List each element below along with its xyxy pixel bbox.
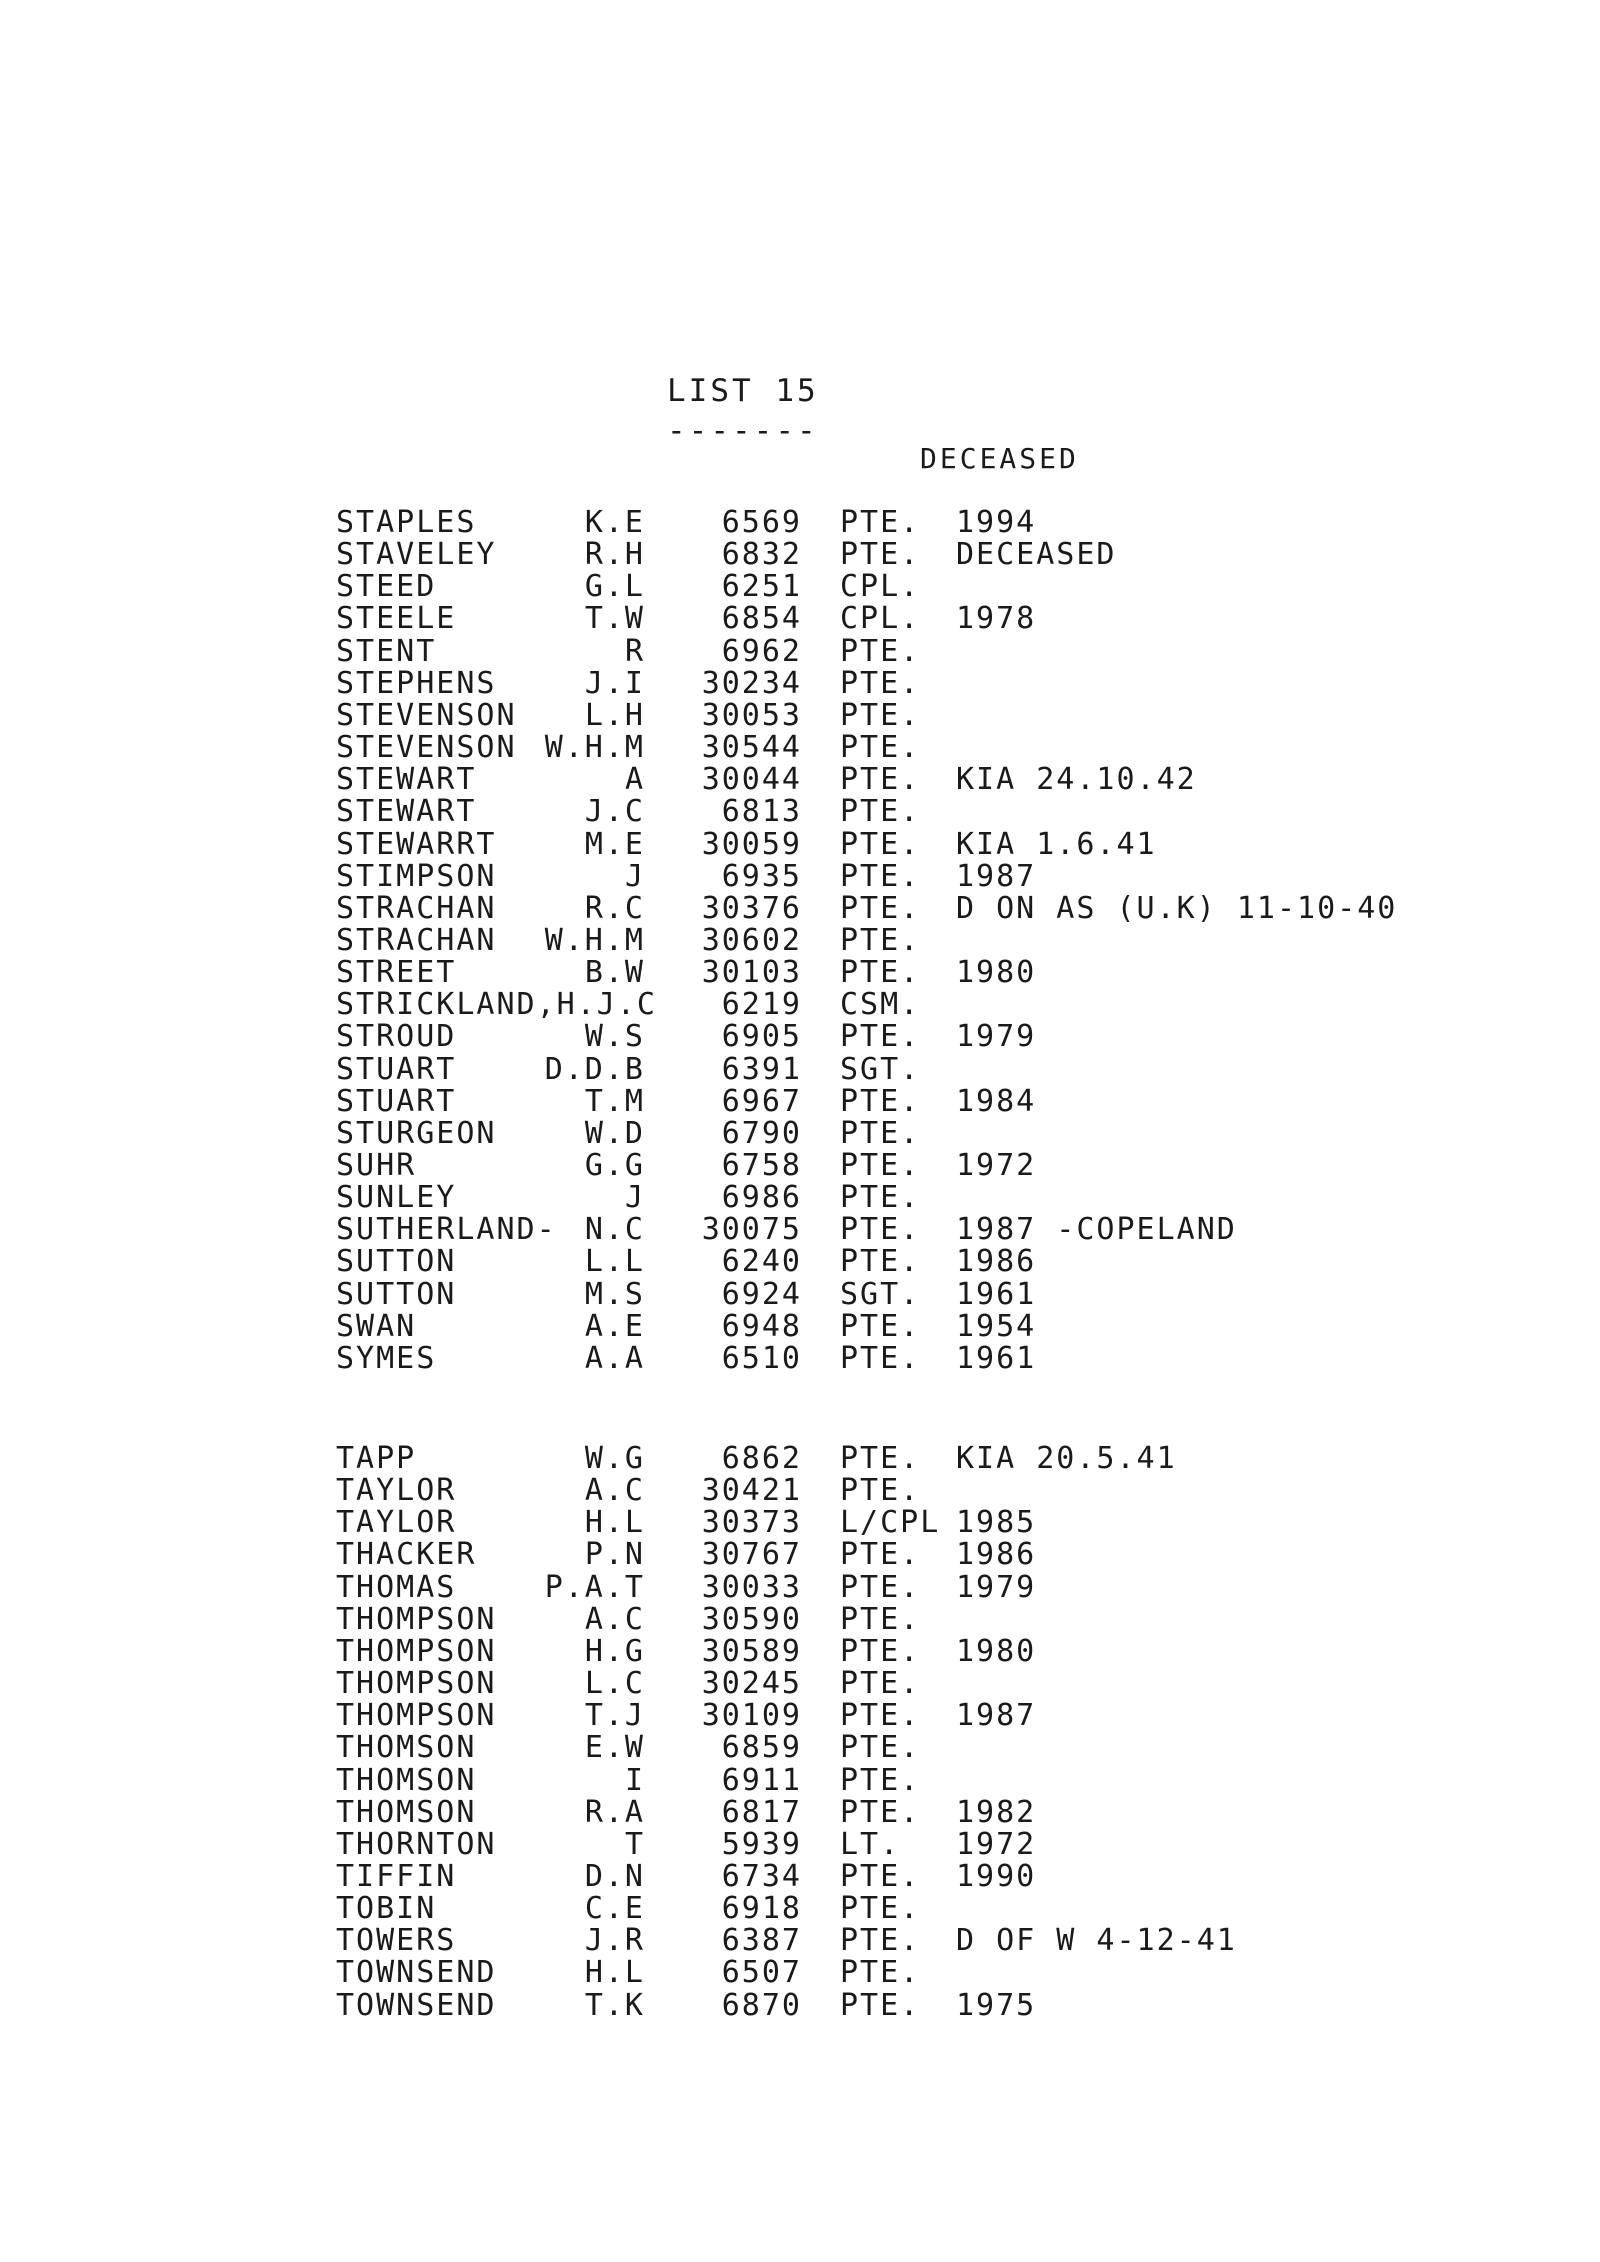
list-row bbox=[0, 858, 1600, 894]
list-row bbox=[0, 922, 1600, 958]
note-cell: 1972 bbox=[956, 1826, 1037, 1862]
note-cell: DECEASED bbox=[956, 537, 1117, 573]
rank-cell: PTE. bbox=[840, 1601, 921, 1637]
rank-cell: PTE. bbox=[840, 1762, 921, 1798]
surname-cell: THOMPSON bbox=[336, 1633, 497, 1669]
list-row bbox=[0, 1700, 1600, 1732]
service-number-cell: 30373 bbox=[701, 1505, 802, 1541]
service-number-cell: 6911 bbox=[721, 1762, 802, 1798]
service-number-cell: 30590 bbox=[701, 1601, 802, 1637]
initials-cell: J bbox=[624, 1180, 645, 1216]
initials-cell: E.W bbox=[584, 1730, 645, 1766]
rank-cell: PTE. bbox=[840, 537, 921, 573]
list-row bbox=[0, 1569, 1600, 1605]
surname-cell: STEED bbox=[336, 569, 437, 605]
list-row bbox=[0, 1507, 1600, 1539]
service-number-cell: 30602 bbox=[701, 922, 802, 958]
list-row bbox=[0, 764, 1600, 796]
initials-cell: A.E bbox=[584, 1308, 645, 1344]
rank-cell: PTE. bbox=[840, 1115, 921, 1151]
list-row bbox=[0, 697, 1600, 733]
initials-cell: A.C bbox=[584, 1601, 645, 1637]
service-number-cell: 30044 bbox=[701, 762, 802, 798]
initials-cell: W.D bbox=[584, 1115, 645, 1151]
initials-cell: G.L bbox=[584, 569, 645, 605]
note-cell: 1984 bbox=[956, 1083, 1037, 1119]
rank-cell: PTE. bbox=[840, 665, 921, 701]
initials-cell: M.S bbox=[584, 1276, 645, 1312]
list-row bbox=[0, 1601, 1600, 1637]
surname-cell: THOMPSON bbox=[336, 1698, 497, 1734]
note-cell: KIA 20.5.41 bbox=[956, 1441, 1177, 1476]
service-number-cell: 6510 bbox=[721, 1340, 802, 1376]
surname-cell: THACKER bbox=[336, 1537, 477, 1573]
note-cell: KIA 24.10.42 bbox=[956, 762, 1197, 798]
list-row bbox=[0, 1539, 1600, 1571]
initials-cell: R.A bbox=[584, 1794, 645, 1830]
list-row bbox=[0, 1957, 1600, 1989]
list-row bbox=[0, 633, 1600, 669]
rank-cell: PTE. bbox=[840, 762, 921, 798]
initials-cell: R.H bbox=[584, 537, 645, 573]
surname-cell: THORNTON bbox=[336, 1826, 497, 1862]
rank-cell: PTE. bbox=[840, 826, 921, 862]
initials-cell: T bbox=[624, 1826, 645, 1862]
rank-cell: PTE. bbox=[840, 1569, 921, 1605]
rank-cell: SGT. bbox=[840, 1051, 921, 1087]
list-row bbox=[0, 1794, 1600, 1830]
list-row bbox=[0, 1150, 1600, 1182]
list-row bbox=[0, 1246, 1600, 1278]
rank-cell: PTE. bbox=[840, 1858, 921, 1894]
surname-cell: THOMSON bbox=[336, 1794, 477, 1830]
rank-cell: PTE. bbox=[840, 1698, 921, 1734]
service-number-cell: 30245 bbox=[701, 1666, 802, 1702]
service-number-cell: 30544 bbox=[701, 730, 802, 766]
service-number-cell: 6935 bbox=[721, 858, 802, 894]
list-row bbox=[0, 957, 1600, 989]
rank-cell: PTE. bbox=[840, 1019, 921, 1055]
service-number-cell: 30376 bbox=[701, 890, 802, 926]
surname-cell: STENT bbox=[336, 633, 437, 669]
service-number-cell: 6859 bbox=[721, 1730, 802, 1766]
surname-cell: TAYLOR bbox=[336, 1505, 457, 1541]
rank-cell: PTE. bbox=[840, 1473, 921, 1509]
surname-cell: STEVENSON bbox=[336, 697, 517, 733]
surname-cell: STRICKLAND,H.J.C bbox=[336, 987, 657, 1023]
service-number-cell: 30589 bbox=[701, 1633, 802, 1669]
rank-cell: CPL. bbox=[840, 601, 921, 637]
rank-cell: CPL. bbox=[840, 569, 921, 605]
list-row bbox=[0, 1668, 1600, 1700]
list-row bbox=[0, 539, 1600, 571]
list-row bbox=[0, 1858, 1600, 1894]
rank-cell: PTE. bbox=[840, 955, 921, 991]
surname-cell: THOMSON bbox=[336, 1762, 477, 1798]
service-number-cell: 6870 bbox=[721, 1987, 802, 2023]
surname-cell: SWAN bbox=[336, 1308, 417, 1344]
list-row bbox=[0, 1732, 1600, 1764]
surname-cell: TIFFIN bbox=[336, 1858, 457, 1894]
list-row bbox=[0, 1925, 1600, 1957]
service-number-cell: 6854 bbox=[721, 601, 802, 637]
list-row bbox=[0, 1308, 1600, 1344]
list-row bbox=[0, 1987, 1600, 2023]
initials-cell: J.C bbox=[584, 794, 645, 830]
list-row bbox=[0, 1443, 1600, 1475]
rank-cell: PTE. bbox=[840, 1794, 921, 1830]
initials-cell: I bbox=[624, 1762, 645, 1798]
list-row bbox=[0, 507, 1600, 539]
service-number-cell: 30421 bbox=[701, 1473, 802, 1509]
surname-cell: SUTTON bbox=[336, 1276, 457, 1312]
surname-cell: THOMAS bbox=[336, 1569, 457, 1605]
surname-cell: STAVELEY bbox=[336, 537, 497, 573]
initials-cell: N.C bbox=[584, 1212, 645, 1248]
surname-cell: SUNLEY bbox=[336, 1180, 457, 1216]
surname-cell: STEWART bbox=[336, 794, 477, 830]
list-row bbox=[0, 1021, 1600, 1053]
initials-cell: D.D.B bbox=[544, 1051, 645, 1087]
list-row bbox=[0, 665, 1600, 701]
list-row bbox=[0, 1762, 1600, 1798]
list-row bbox=[0, 1633, 1600, 1669]
surname-cell: STREET bbox=[336, 955, 457, 991]
rank-cell: PTE. bbox=[840, 1244, 921, 1280]
note-cell: 1987 bbox=[956, 858, 1037, 894]
rank-cell: CSM. bbox=[840, 987, 921, 1023]
surname-cell: STRACHAN bbox=[336, 890, 497, 926]
service-number-cell: 6962 bbox=[721, 633, 802, 669]
list-row bbox=[0, 1182, 1600, 1214]
surname-cell: SUTTON bbox=[336, 1244, 457, 1280]
service-number-cell: 6813 bbox=[721, 794, 802, 830]
initials-cell: W.G bbox=[584, 1441, 645, 1476]
initials-cell: P.A.T bbox=[544, 1569, 645, 1605]
rank-cell: PTE. bbox=[840, 1730, 921, 1766]
initials-cell: R bbox=[624, 633, 645, 669]
list-row bbox=[0, 603, 1600, 635]
note-cell: 1978 bbox=[956, 601, 1037, 637]
note-cell: D ON AS (U.K) 11-10-40 bbox=[956, 890, 1398, 926]
note-cell: 1980 bbox=[956, 955, 1037, 991]
initials-cell: D.N bbox=[584, 1858, 645, 1894]
service-number-cell: 30234 bbox=[701, 665, 802, 701]
initials-cell: L.H bbox=[584, 697, 645, 733]
list-row bbox=[0, 826, 1600, 862]
rank-cell: L/CPL bbox=[840, 1505, 941, 1541]
service-number-cell: 6734 bbox=[721, 1858, 802, 1894]
surname-cell: STIMPSON bbox=[336, 858, 497, 894]
initials-cell: T.W bbox=[584, 601, 645, 637]
service-number-cell: 6391 bbox=[721, 1051, 802, 1087]
rank-cell: PTE. bbox=[840, 922, 921, 958]
surname-cell: STEVENSON bbox=[336, 730, 517, 766]
service-number-cell: 30767 bbox=[701, 1537, 802, 1573]
rank-cell: PTE. bbox=[840, 730, 921, 766]
surname-cell: TOBIN bbox=[336, 1891, 437, 1927]
service-number-cell: 6240 bbox=[721, 1244, 802, 1280]
service-number-cell: 5939 bbox=[721, 1826, 802, 1862]
initials-cell: H.L bbox=[584, 1955, 645, 1991]
rank-cell: PTE. bbox=[840, 1666, 921, 1702]
initials-cell: T.K bbox=[584, 1987, 645, 2023]
initials-cell: W.H.M bbox=[544, 730, 645, 766]
rank-cell: PTE. bbox=[840, 1212, 921, 1248]
surname-cell: SYMES bbox=[336, 1340, 437, 1376]
list-row bbox=[0, 1214, 1600, 1246]
service-number-cell: 6507 bbox=[721, 1955, 802, 1991]
initials-cell: T.M bbox=[584, 1083, 645, 1119]
note-cell: 1979 bbox=[956, 1569, 1037, 1605]
surname-cell: TOWNSEND bbox=[336, 1955, 497, 1991]
initials-cell: W.H.M bbox=[544, 922, 645, 958]
service-number-cell: 6862 bbox=[721, 1441, 802, 1476]
surname-cell: TAPP bbox=[336, 1441, 417, 1476]
list-title: LIST 15 bbox=[667, 373, 819, 409]
deceased-column-heading: DECEASED bbox=[920, 442, 1079, 475]
rank-cell: PTE. bbox=[840, 794, 921, 830]
surname-cell: TOWERS bbox=[336, 1923, 457, 1959]
list-row bbox=[0, 732, 1600, 764]
rank-cell: PTE. bbox=[840, 1633, 921, 1669]
surname-cell: SUHR bbox=[336, 1148, 417, 1183]
service-number-cell: 30075 bbox=[701, 1212, 802, 1248]
service-number-cell: 6948 bbox=[721, 1308, 802, 1344]
rank-cell: PTE. bbox=[840, 697, 921, 733]
surname-cell: SUTHERLAND- bbox=[336, 1212, 557, 1248]
surname-cell: STUART bbox=[336, 1083, 457, 1119]
service-number-cell: 30103 bbox=[701, 955, 802, 991]
initials-cell: M.E bbox=[584, 826, 645, 862]
surname-cell: THOMSON bbox=[336, 1730, 477, 1766]
rank-cell: PTE. bbox=[840, 1987, 921, 2023]
title-underline: ------- bbox=[667, 413, 819, 449]
surname-cell: STRACHAN bbox=[336, 922, 497, 958]
rank-cell: PTE. bbox=[840, 633, 921, 669]
rank-cell: PTE. bbox=[840, 1308, 921, 1344]
initials-cell: A bbox=[624, 762, 645, 798]
initials-cell: L.C bbox=[584, 1666, 645, 1702]
initials-cell: J.I bbox=[584, 665, 645, 701]
service-number-cell: 6832 bbox=[721, 537, 802, 573]
list-row bbox=[0, 1475, 1600, 1507]
rank-cell: PTE. bbox=[840, 858, 921, 894]
service-number-cell: 30109 bbox=[701, 1698, 802, 1734]
service-number-cell: 30033 bbox=[701, 1569, 802, 1605]
rank-cell: PTE. bbox=[840, 1083, 921, 1119]
service-number-cell: 6758 bbox=[721, 1148, 802, 1183]
service-number-cell: 30059 bbox=[701, 826, 802, 862]
initials-cell: H.L bbox=[584, 1505, 645, 1541]
surname-cell: STEWARRT bbox=[336, 826, 497, 862]
initials-cell: B.W bbox=[584, 955, 645, 991]
service-number-cell: 30053 bbox=[701, 697, 802, 733]
rank-cell: PTE. bbox=[840, 1441, 921, 1476]
surname-cell: STUART bbox=[336, 1051, 457, 1087]
list-row bbox=[0, 1893, 1600, 1925]
list-row bbox=[0, 1340, 1600, 1376]
initials-cell: H.G bbox=[584, 1633, 645, 1669]
rank-cell: PTE. bbox=[840, 1180, 921, 1216]
surname-cell: STURGEON bbox=[336, 1115, 497, 1151]
service-number-cell: 6924 bbox=[721, 1276, 802, 1312]
initials-cell: P.N bbox=[584, 1537, 645, 1573]
list-row bbox=[0, 1083, 1600, 1119]
service-number-cell: 6569 bbox=[721, 505, 802, 540]
note-cell: 1954 bbox=[956, 1308, 1037, 1344]
service-number-cell: 6918 bbox=[721, 1891, 802, 1927]
note-cell: 1987 bbox=[956, 1698, 1037, 1734]
list-row bbox=[0, 1826, 1600, 1862]
list-row bbox=[0, 989, 1600, 1021]
surname-cell: STEPHENS bbox=[336, 665, 497, 701]
rank-cell: PTE. bbox=[840, 1891, 921, 1927]
rank-cell: PTE. bbox=[840, 1537, 921, 1573]
rank-cell: SGT. bbox=[840, 1276, 921, 1312]
initials-cell: G.G bbox=[584, 1148, 645, 1183]
initials-cell: C.E bbox=[584, 1891, 645, 1927]
list-row bbox=[0, 571, 1600, 603]
list-row bbox=[0, 796, 1600, 828]
note-cell: 1986 bbox=[956, 1537, 1037, 1573]
rank-cell: PTE. bbox=[840, 890, 921, 926]
service-number-cell: 6219 bbox=[721, 987, 802, 1023]
surname-cell: THOMPSON bbox=[336, 1666, 497, 1702]
service-number-cell: 6251 bbox=[721, 569, 802, 605]
rank-cell: LT. bbox=[840, 1826, 901, 1862]
note-cell: 1986 bbox=[956, 1244, 1037, 1280]
initials-cell: K.E bbox=[584, 505, 645, 540]
note-cell: 1961 bbox=[956, 1340, 1037, 1376]
rank-cell: PTE. bbox=[840, 1148, 921, 1183]
service-number-cell: 6790 bbox=[721, 1115, 802, 1151]
service-number-cell: 6967 bbox=[721, 1083, 802, 1119]
service-number-cell: 6905 bbox=[721, 1019, 802, 1055]
list-row bbox=[0, 890, 1600, 926]
service-number-cell: 6387 bbox=[721, 1923, 802, 1959]
rank-cell: PTE. bbox=[840, 1340, 921, 1376]
note-cell: 1994 bbox=[956, 505, 1037, 540]
note-cell: 1985 bbox=[956, 1505, 1037, 1541]
note-cell: 1990 bbox=[956, 1858, 1037, 1894]
surname-cell: TAYLOR bbox=[336, 1473, 457, 1509]
surname-cell: STEWART bbox=[336, 762, 477, 798]
initials-cell: L.L bbox=[584, 1244, 645, 1280]
list-row bbox=[0, 1276, 1600, 1312]
note-cell: 1987 -COPELAND bbox=[956, 1212, 1237, 1248]
list-row bbox=[0, 1115, 1600, 1151]
surname-cell: TOWNSEND bbox=[336, 1987, 497, 2023]
surname-cell: STEELE bbox=[336, 601, 457, 637]
note-cell: 1975 bbox=[956, 1987, 1037, 2023]
surname-cell: STAPLES bbox=[336, 505, 477, 540]
initials-cell: A.A bbox=[584, 1340, 645, 1376]
rank-cell: PTE. bbox=[840, 1955, 921, 1991]
rank-cell: PTE. bbox=[840, 505, 921, 540]
surname-cell: STROUD bbox=[336, 1019, 457, 1055]
surname-cell: THOMPSON bbox=[336, 1601, 497, 1637]
service-number-cell: 6817 bbox=[721, 1794, 802, 1830]
note-cell: 1980 bbox=[956, 1633, 1037, 1669]
initials-cell: R.C bbox=[584, 890, 645, 926]
initials-cell: J.R bbox=[584, 1923, 645, 1959]
note-cell: 1961 bbox=[956, 1276, 1037, 1312]
note-cell: 1982 bbox=[956, 1794, 1037, 1830]
note-cell: D OF W 4-12-41 bbox=[956, 1923, 1237, 1959]
note-cell: KIA 1.6.41 bbox=[956, 826, 1157, 862]
initials-cell: J bbox=[624, 858, 645, 894]
note-cell: 1979 bbox=[956, 1019, 1037, 1055]
initials-cell: A.C bbox=[584, 1473, 645, 1509]
rank-cell: PTE. bbox=[840, 1923, 921, 1959]
initials-cell: W.S bbox=[584, 1019, 645, 1055]
list-row bbox=[0, 1051, 1600, 1087]
note-cell: 1972 bbox=[956, 1148, 1037, 1183]
service-number-cell: 6986 bbox=[721, 1180, 802, 1216]
initials-cell: T.J bbox=[584, 1698, 645, 1734]
